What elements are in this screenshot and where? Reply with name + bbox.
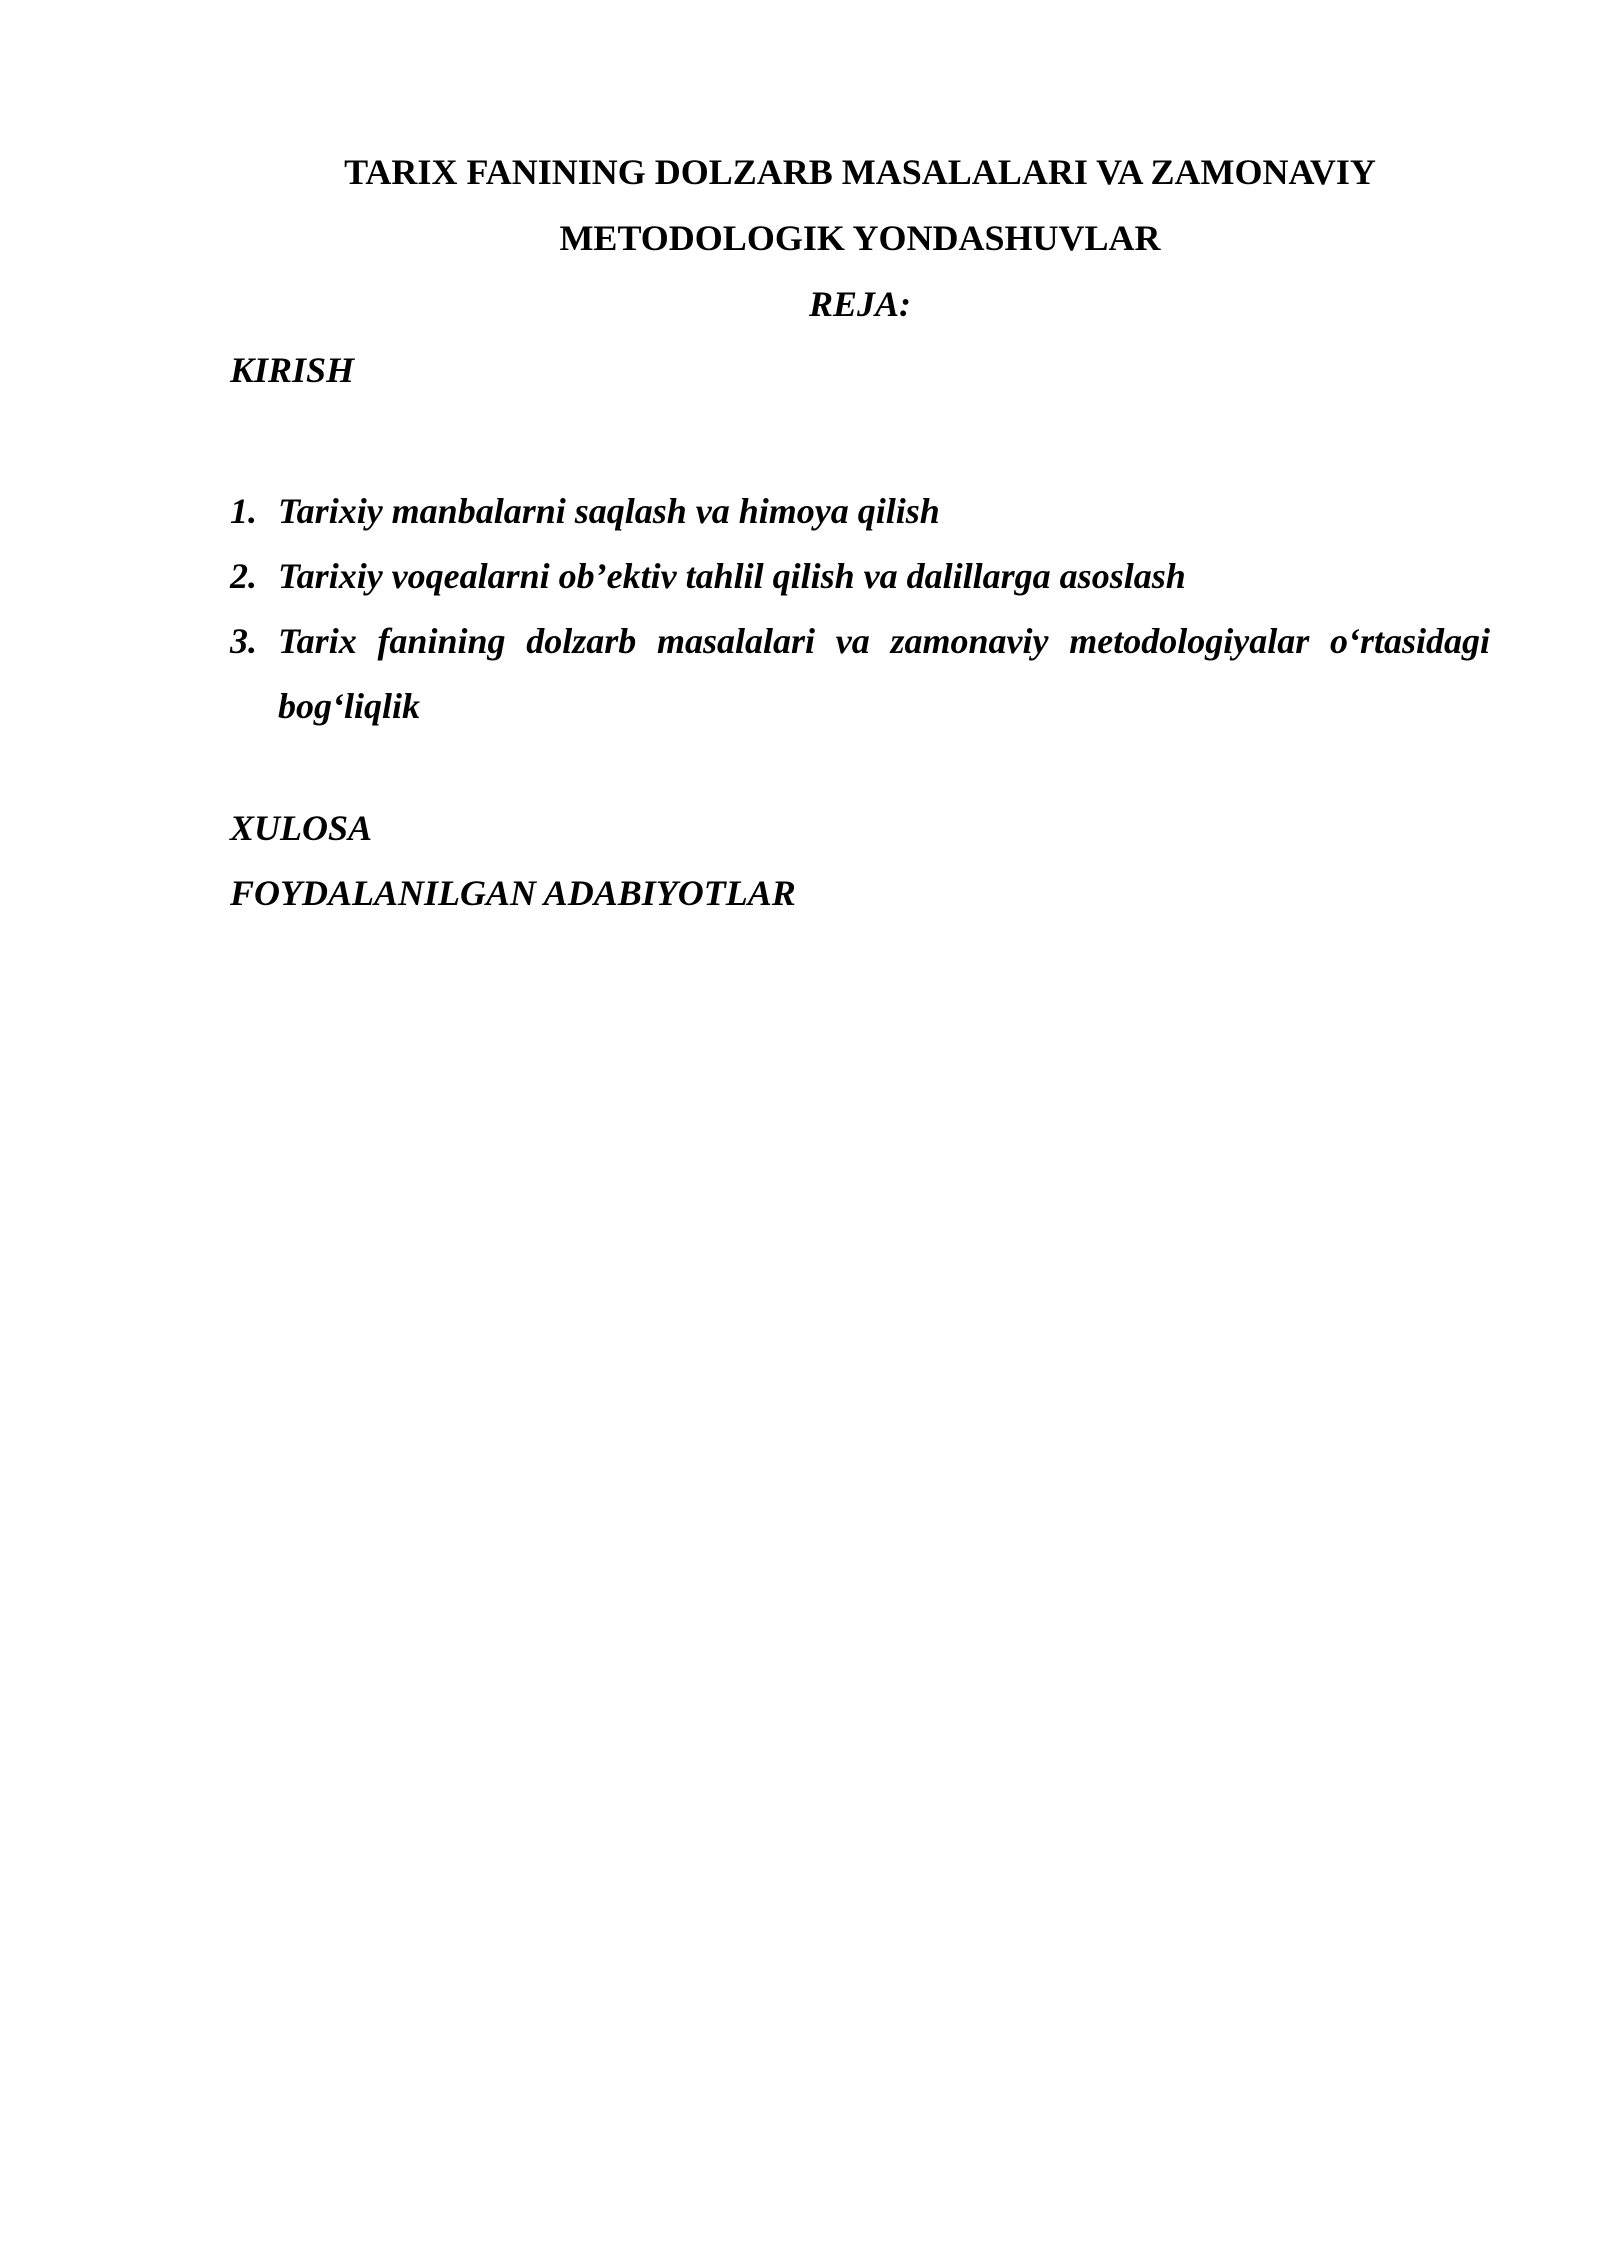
plan-item-text: Tarixiy manbalarni saqlash va himoya qilish xyxy=(278,491,940,531)
plan-item-2 xyxy=(230,544,1490,609)
plan-item-1 xyxy=(230,479,1490,544)
introduction-heading: KIRISH xyxy=(230,350,355,390)
plan-list xyxy=(230,479,1490,739)
plan-item-number: 3. xyxy=(230,621,257,661)
plan-item-number: 2. xyxy=(230,556,257,596)
document-title-line-1: TARIX FANINING DOLZARB MASALALARI VA ZAMONAVIY xyxy=(344,152,1376,192)
plan-item-text: Tarix fanining dolzarb masalalari va zamonaviy metodologiyalar o‘rtasidagi bog‘liqlik xyxy=(278,621,1490,726)
plan-item-3 xyxy=(230,609,1490,739)
plan-item-number: 1. xyxy=(230,491,257,531)
plan-item-text: Tarixiy voqealarni ob’ektiv tahlil qilish va dalillarga asoslash xyxy=(278,556,1186,596)
plan-heading: REJA: xyxy=(808,284,912,324)
references-heading: FOYDALANILGAN ADABIYOTLAR xyxy=(230,873,796,913)
conclusion-heading: XULOSA xyxy=(230,808,373,848)
document-title-line-2: METODOLOGIK YONDASHUVLAR xyxy=(559,218,1161,258)
